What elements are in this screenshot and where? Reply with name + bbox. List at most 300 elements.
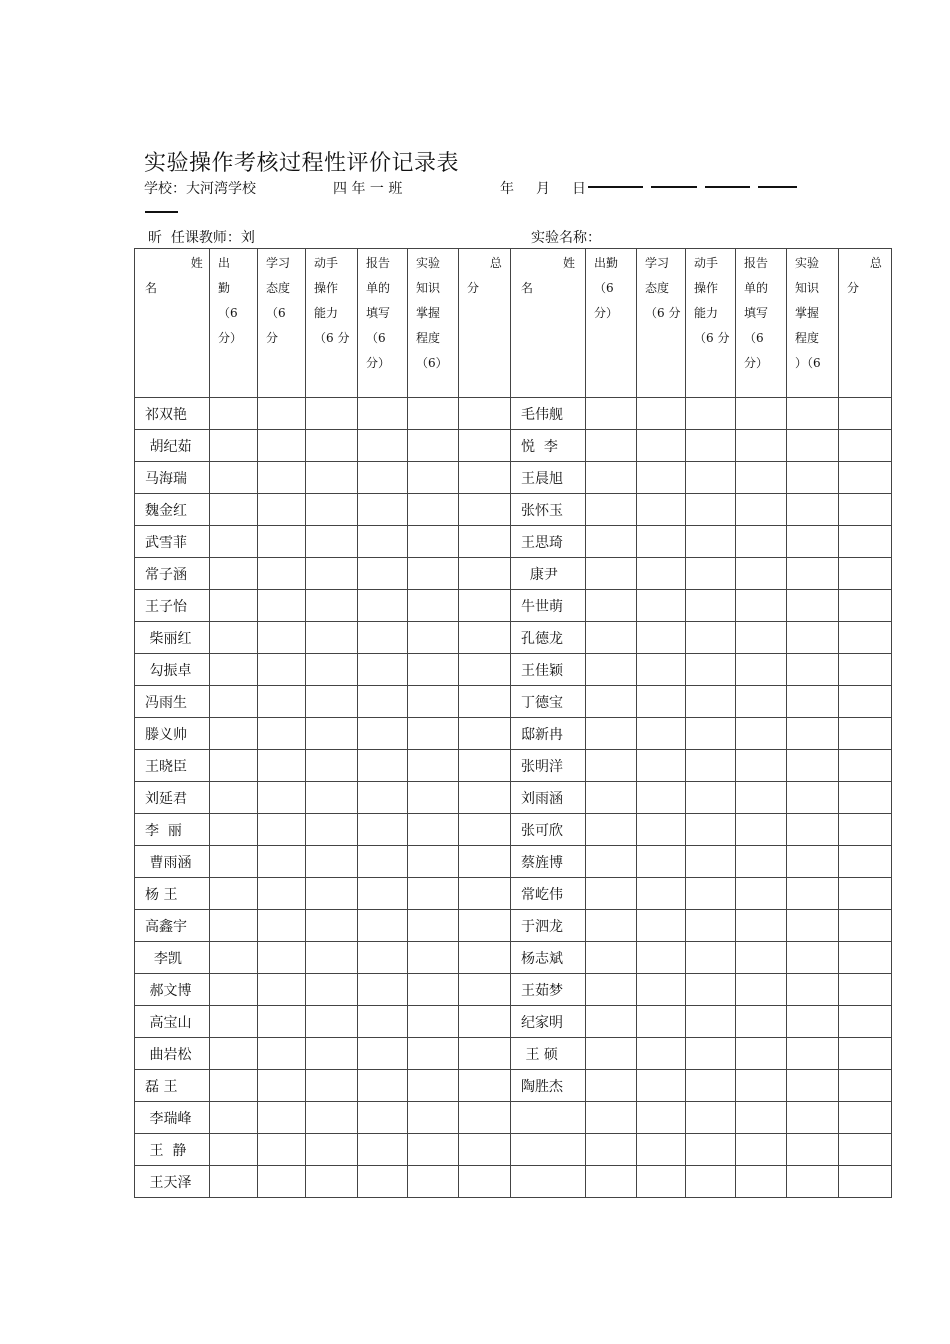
table-row (135, 462, 892, 494)
score-cell (459, 846, 511, 878)
student-name: 磊 王 (145, 1078, 178, 1095)
score-cell (408, 878, 459, 910)
score-cell (358, 974, 408, 1006)
student-name: 康尹 (521, 566, 558, 583)
score-cell (358, 750, 408, 782)
score-cell (586, 1102, 637, 1134)
score-cell (258, 558, 306, 590)
date-blank-line (758, 186, 797, 188)
score-cell (736, 398, 787, 430)
score-cell (408, 1006, 459, 1038)
score-cell (258, 974, 306, 1006)
score-cell (736, 1166, 787, 1198)
student-name: 常子涵 (145, 566, 187, 583)
table-row (135, 590, 892, 622)
score-cell (839, 750, 892, 782)
teacher-label: 昕 任课教师：刘 (148, 230, 255, 246)
score-cell (358, 1166, 408, 1198)
student-name: 武雪菲 (145, 534, 187, 551)
score-cell (686, 590, 736, 622)
student-name: 王 硕 (521, 1046, 558, 1063)
table-row (135, 494, 892, 526)
score-cell (736, 430, 787, 462)
student-name: 曹雨涵 (145, 854, 192, 871)
score-cell (839, 462, 892, 494)
header-operation: 动手 操作 能力 （6 分 (694, 256, 730, 345)
student-name: 冯雨生 (145, 694, 187, 711)
score-cell (306, 1166, 358, 1198)
score-cell (408, 686, 459, 718)
table-row (135, 718, 892, 750)
score-cell (358, 1006, 408, 1038)
score-cell (736, 558, 787, 590)
score-cell (306, 430, 358, 462)
score-cell (586, 974, 637, 1006)
score-cell (408, 1070, 459, 1102)
score-cell (586, 686, 637, 718)
score-cell (586, 782, 637, 814)
table-row (135, 974, 892, 1006)
score-cell (459, 910, 511, 942)
score-cell (210, 526, 258, 558)
score-cell (306, 462, 358, 494)
class-label: 四 年 一 班 (333, 181, 403, 197)
score-cell (586, 942, 637, 974)
student-name: 张怀玉 (521, 502, 563, 519)
score-cell (736, 750, 787, 782)
score-cell (736, 526, 787, 558)
header-attendance: 出 勤 （6 分） (218, 256, 243, 345)
score-cell (459, 526, 511, 558)
score-cell (306, 398, 358, 430)
score-cell (408, 1038, 459, 1070)
score-cell (210, 878, 258, 910)
score-cell (408, 526, 459, 558)
score-cell (586, 558, 637, 590)
score-cell (459, 622, 511, 654)
score-cell (839, 1102, 892, 1134)
score-cell (459, 718, 511, 750)
score-cell (787, 622, 839, 654)
score-cell (408, 910, 459, 942)
score-cell (686, 974, 736, 1006)
score-cell (459, 942, 511, 974)
score-cell (839, 782, 892, 814)
score-cell (408, 1166, 459, 1198)
score-cell (637, 878, 686, 910)
score-cell (839, 1070, 892, 1102)
table-row (135, 910, 892, 942)
score-cell (459, 814, 511, 846)
score-cell (637, 718, 686, 750)
score-cell (306, 686, 358, 718)
score-cell (637, 462, 686, 494)
score-cell (637, 846, 686, 878)
score-cell (686, 1102, 736, 1134)
score-cell (306, 558, 358, 590)
score-cell (736, 590, 787, 622)
score-cell (408, 558, 459, 590)
score-cell (459, 686, 511, 718)
score-cell (586, 718, 637, 750)
score-cell (210, 1134, 258, 1166)
score-cell (839, 814, 892, 846)
score-cell (586, 846, 637, 878)
score-cell (586, 910, 637, 942)
score-cell (787, 1038, 839, 1070)
score-cell (787, 1166, 839, 1198)
score-cell (736, 1006, 787, 1038)
student-name: 魏金红 (145, 502, 187, 519)
score-cell (358, 942, 408, 974)
score-cell (306, 526, 358, 558)
student-name: 王子怡 (145, 598, 187, 615)
student-name: 王天泽 (145, 1174, 192, 1191)
score-cell (686, 1006, 736, 1038)
table-row (135, 878, 892, 910)
score-cell (787, 910, 839, 942)
score-cell (210, 622, 258, 654)
table-row (135, 1006, 892, 1038)
table-row (135, 398, 892, 430)
score-cell (686, 462, 736, 494)
score-cell (586, 526, 637, 558)
score-cell (637, 430, 686, 462)
score-cell (686, 718, 736, 750)
score-cell (787, 494, 839, 526)
score-cell (686, 942, 736, 974)
score-cell (839, 878, 892, 910)
score-cell (586, 1038, 637, 1070)
student-name: 胡纪茹 (145, 438, 192, 455)
score-cell (586, 814, 637, 846)
score-cell (839, 1006, 892, 1038)
score-cell (459, 1134, 511, 1166)
score-cell (258, 430, 306, 462)
score-cell (736, 942, 787, 974)
score-cell (637, 590, 686, 622)
score-cell (839, 1038, 892, 1070)
evaluation-table (134, 248, 892, 1198)
score-cell (736, 462, 787, 494)
score-cell (637, 1038, 686, 1070)
score-cell (210, 430, 258, 462)
table-row (135, 526, 892, 558)
score-cell (686, 622, 736, 654)
score-cell (787, 654, 839, 686)
score-cell (210, 1166, 258, 1198)
score-cell (258, 1070, 306, 1102)
score-cell (787, 526, 839, 558)
score-cell (686, 878, 736, 910)
score-cell (210, 1006, 258, 1038)
score-cell (210, 398, 258, 430)
score-cell (787, 1070, 839, 1102)
score-cell (306, 1102, 358, 1134)
score-cell (459, 1038, 511, 1070)
score-cell (637, 782, 686, 814)
score-cell (736, 718, 787, 750)
score-cell (637, 1166, 686, 1198)
score-cell (306, 718, 358, 750)
table-row (135, 1102, 892, 1134)
score-cell (736, 1038, 787, 1070)
table-row (135, 654, 892, 686)
score-cell (358, 718, 408, 750)
score-cell (839, 1166, 892, 1198)
student-name: 王晓臣 (145, 758, 187, 775)
score-cell (459, 750, 511, 782)
score-cell (787, 846, 839, 878)
score-cell (210, 654, 258, 686)
score-cell (408, 462, 459, 494)
header-report: 报告 单的 填写 （6 分） (744, 256, 769, 370)
score-cell (637, 814, 686, 846)
student-name: 王晨旭 (521, 470, 563, 487)
score-cell (258, 1038, 306, 1070)
table-row (135, 558, 892, 590)
score-cell (408, 718, 459, 750)
student-name: 杨志斌 (521, 950, 563, 967)
score-cell (459, 782, 511, 814)
score-cell (258, 462, 306, 494)
score-cell (736, 686, 787, 718)
score-cell (839, 558, 892, 590)
score-cell (210, 718, 258, 750)
score-cell (787, 558, 839, 590)
score-cell (686, 686, 736, 718)
student-name: 柴丽红 (145, 630, 192, 647)
score-cell (637, 686, 686, 718)
score-cell (306, 814, 358, 846)
score-cell (258, 782, 306, 814)
student-name: 祁双艳 (145, 406, 187, 423)
table-row (135, 430, 892, 462)
score-cell (408, 782, 459, 814)
score-cell (210, 846, 258, 878)
student-name: 王 静 (145, 1142, 187, 1159)
score-cell (408, 494, 459, 526)
score-cell (586, 1006, 637, 1038)
score-cell (787, 1006, 839, 1038)
student-name: 高宝山 (145, 1014, 192, 1031)
score-cell (586, 398, 637, 430)
score-cell (637, 1070, 686, 1102)
score-cell (408, 1102, 459, 1134)
score-cell (787, 974, 839, 1006)
score-cell (586, 622, 637, 654)
score-cell (408, 430, 459, 462)
score-cell (459, 1070, 511, 1102)
score-cell (637, 558, 686, 590)
score-cell (839, 430, 892, 462)
score-cell (358, 1102, 408, 1134)
score-cell (258, 878, 306, 910)
score-cell (358, 590, 408, 622)
score-cell (258, 398, 306, 430)
table-row (135, 942, 892, 974)
score-cell (586, 590, 637, 622)
score-cell (210, 942, 258, 974)
score-cell (306, 622, 358, 654)
student-name: 陶胜杰 (521, 1078, 563, 1095)
student-name: 李瑞峰 (145, 1110, 192, 1127)
score-cell (637, 910, 686, 942)
student-name: 于泗龙 (521, 918, 563, 935)
student-name: 滕义帅 (145, 726, 187, 743)
score-cell (306, 590, 358, 622)
score-cell (358, 654, 408, 686)
score-cell (258, 1166, 306, 1198)
table-header-row (135, 249, 892, 398)
score-cell (306, 654, 358, 686)
score-cell (686, 750, 736, 782)
score-cell (839, 686, 892, 718)
score-cell (736, 494, 787, 526)
score-cell (787, 750, 839, 782)
score-cell (358, 686, 408, 718)
score-cell (459, 1006, 511, 1038)
score-cell (686, 782, 736, 814)
score-cell (210, 590, 258, 622)
date-blank-line (651, 186, 697, 188)
score-cell (686, 1134, 736, 1166)
score-cell (686, 494, 736, 526)
table-row (135, 846, 892, 878)
score-cell (210, 1102, 258, 1134)
score-cell (358, 398, 408, 430)
score-cell (787, 1134, 839, 1166)
score-cell (408, 942, 459, 974)
student-name: 勾振卓 (145, 662, 192, 679)
student-name: 毛伟舰 (521, 406, 563, 423)
score-cell (408, 622, 459, 654)
score-cell (306, 846, 358, 878)
score-cell (210, 750, 258, 782)
score-cell (736, 910, 787, 942)
score-cell (358, 1070, 408, 1102)
score-cell (839, 974, 892, 1006)
score-cell (686, 846, 736, 878)
score-cell (787, 1102, 839, 1134)
student-name: 悦 李 (521, 438, 558, 455)
score-cell (306, 782, 358, 814)
score-cell (586, 1070, 637, 1102)
score-cell (358, 558, 408, 590)
score-cell (306, 494, 358, 526)
header-report: 报告 单的 填写 （6 分） (366, 256, 391, 370)
header-attitude: 学习 态度 （6 分 (645, 256, 681, 320)
score-cell (586, 1166, 637, 1198)
score-cell (637, 526, 686, 558)
score-cell (736, 974, 787, 1006)
score-cell (736, 814, 787, 846)
score-cell (839, 398, 892, 430)
score-cell (686, 1038, 736, 1070)
score-cell (586, 494, 637, 526)
score-cell (839, 846, 892, 878)
score-cell (736, 1070, 787, 1102)
score-cell (586, 462, 637, 494)
year-label: 年 (500, 181, 514, 197)
score-cell (787, 398, 839, 430)
score-cell (210, 974, 258, 1006)
student-name: 常屹伟 (521, 886, 563, 903)
table-row (135, 814, 892, 846)
header-knowledge: 实验 知识 掌握 程度 ）（6 (795, 256, 821, 370)
score-cell (736, 782, 787, 814)
score-cell (358, 1134, 408, 1166)
score-cell (586, 878, 637, 910)
score-cell (210, 1038, 258, 1070)
table-row (135, 1166, 892, 1198)
score-cell (408, 398, 459, 430)
student-name: 孔德龙 (521, 630, 563, 647)
header-total: 总 分 (847, 256, 882, 295)
score-cell (637, 750, 686, 782)
score-cell (839, 622, 892, 654)
score-cell (408, 814, 459, 846)
score-cell (358, 462, 408, 494)
student-name: 张明洋 (521, 758, 563, 775)
score-cell (358, 622, 408, 654)
score-cell (258, 654, 306, 686)
score-cell (306, 1070, 358, 1102)
score-cell (736, 654, 787, 686)
score-cell (586, 1134, 637, 1166)
score-cell (459, 590, 511, 622)
score-cell (736, 878, 787, 910)
table-row (135, 686, 892, 718)
score-cell (210, 494, 258, 526)
score-cell (408, 750, 459, 782)
score-cell (258, 814, 306, 846)
student-name: 王茹梦 (521, 982, 563, 999)
score-cell (258, 1006, 306, 1038)
score-cell (358, 1038, 408, 1070)
score-cell (459, 878, 511, 910)
score-cell (258, 750, 306, 782)
score-cell (459, 462, 511, 494)
score-cell (839, 1134, 892, 1166)
score-cell (839, 494, 892, 526)
student-name: 郝文博 (145, 982, 192, 999)
student-name: 纪家明 (521, 1014, 563, 1031)
student-name: 张可欣 (521, 822, 563, 839)
score-cell (637, 1102, 686, 1134)
table-row (135, 1038, 892, 1070)
score-cell (459, 494, 511, 526)
student-name: 高鑫宇 (145, 918, 187, 935)
score-cell (839, 718, 892, 750)
score-cell (787, 878, 839, 910)
score-cell (686, 398, 736, 430)
table-row (135, 750, 892, 782)
header-operation: 动手 操作 能力 （6 分 (314, 256, 350, 345)
score-cell (358, 430, 408, 462)
score-cell (459, 398, 511, 430)
score-cell (637, 398, 686, 430)
student-name: 王思琦 (521, 534, 563, 551)
header-name: 姓 名 (145, 256, 203, 295)
student-name: 王佳颖 (521, 662, 563, 679)
student-name: 马海瑞 (145, 470, 187, 487)
score-cell (306, 974, 358, 1006)
month-label: 月 (536, 181, 550, 197)
score-cell (210, 558, 258, 590)
score-cell (210, 814, 258, 846)
score-cell (408, 590, 459, 622)
